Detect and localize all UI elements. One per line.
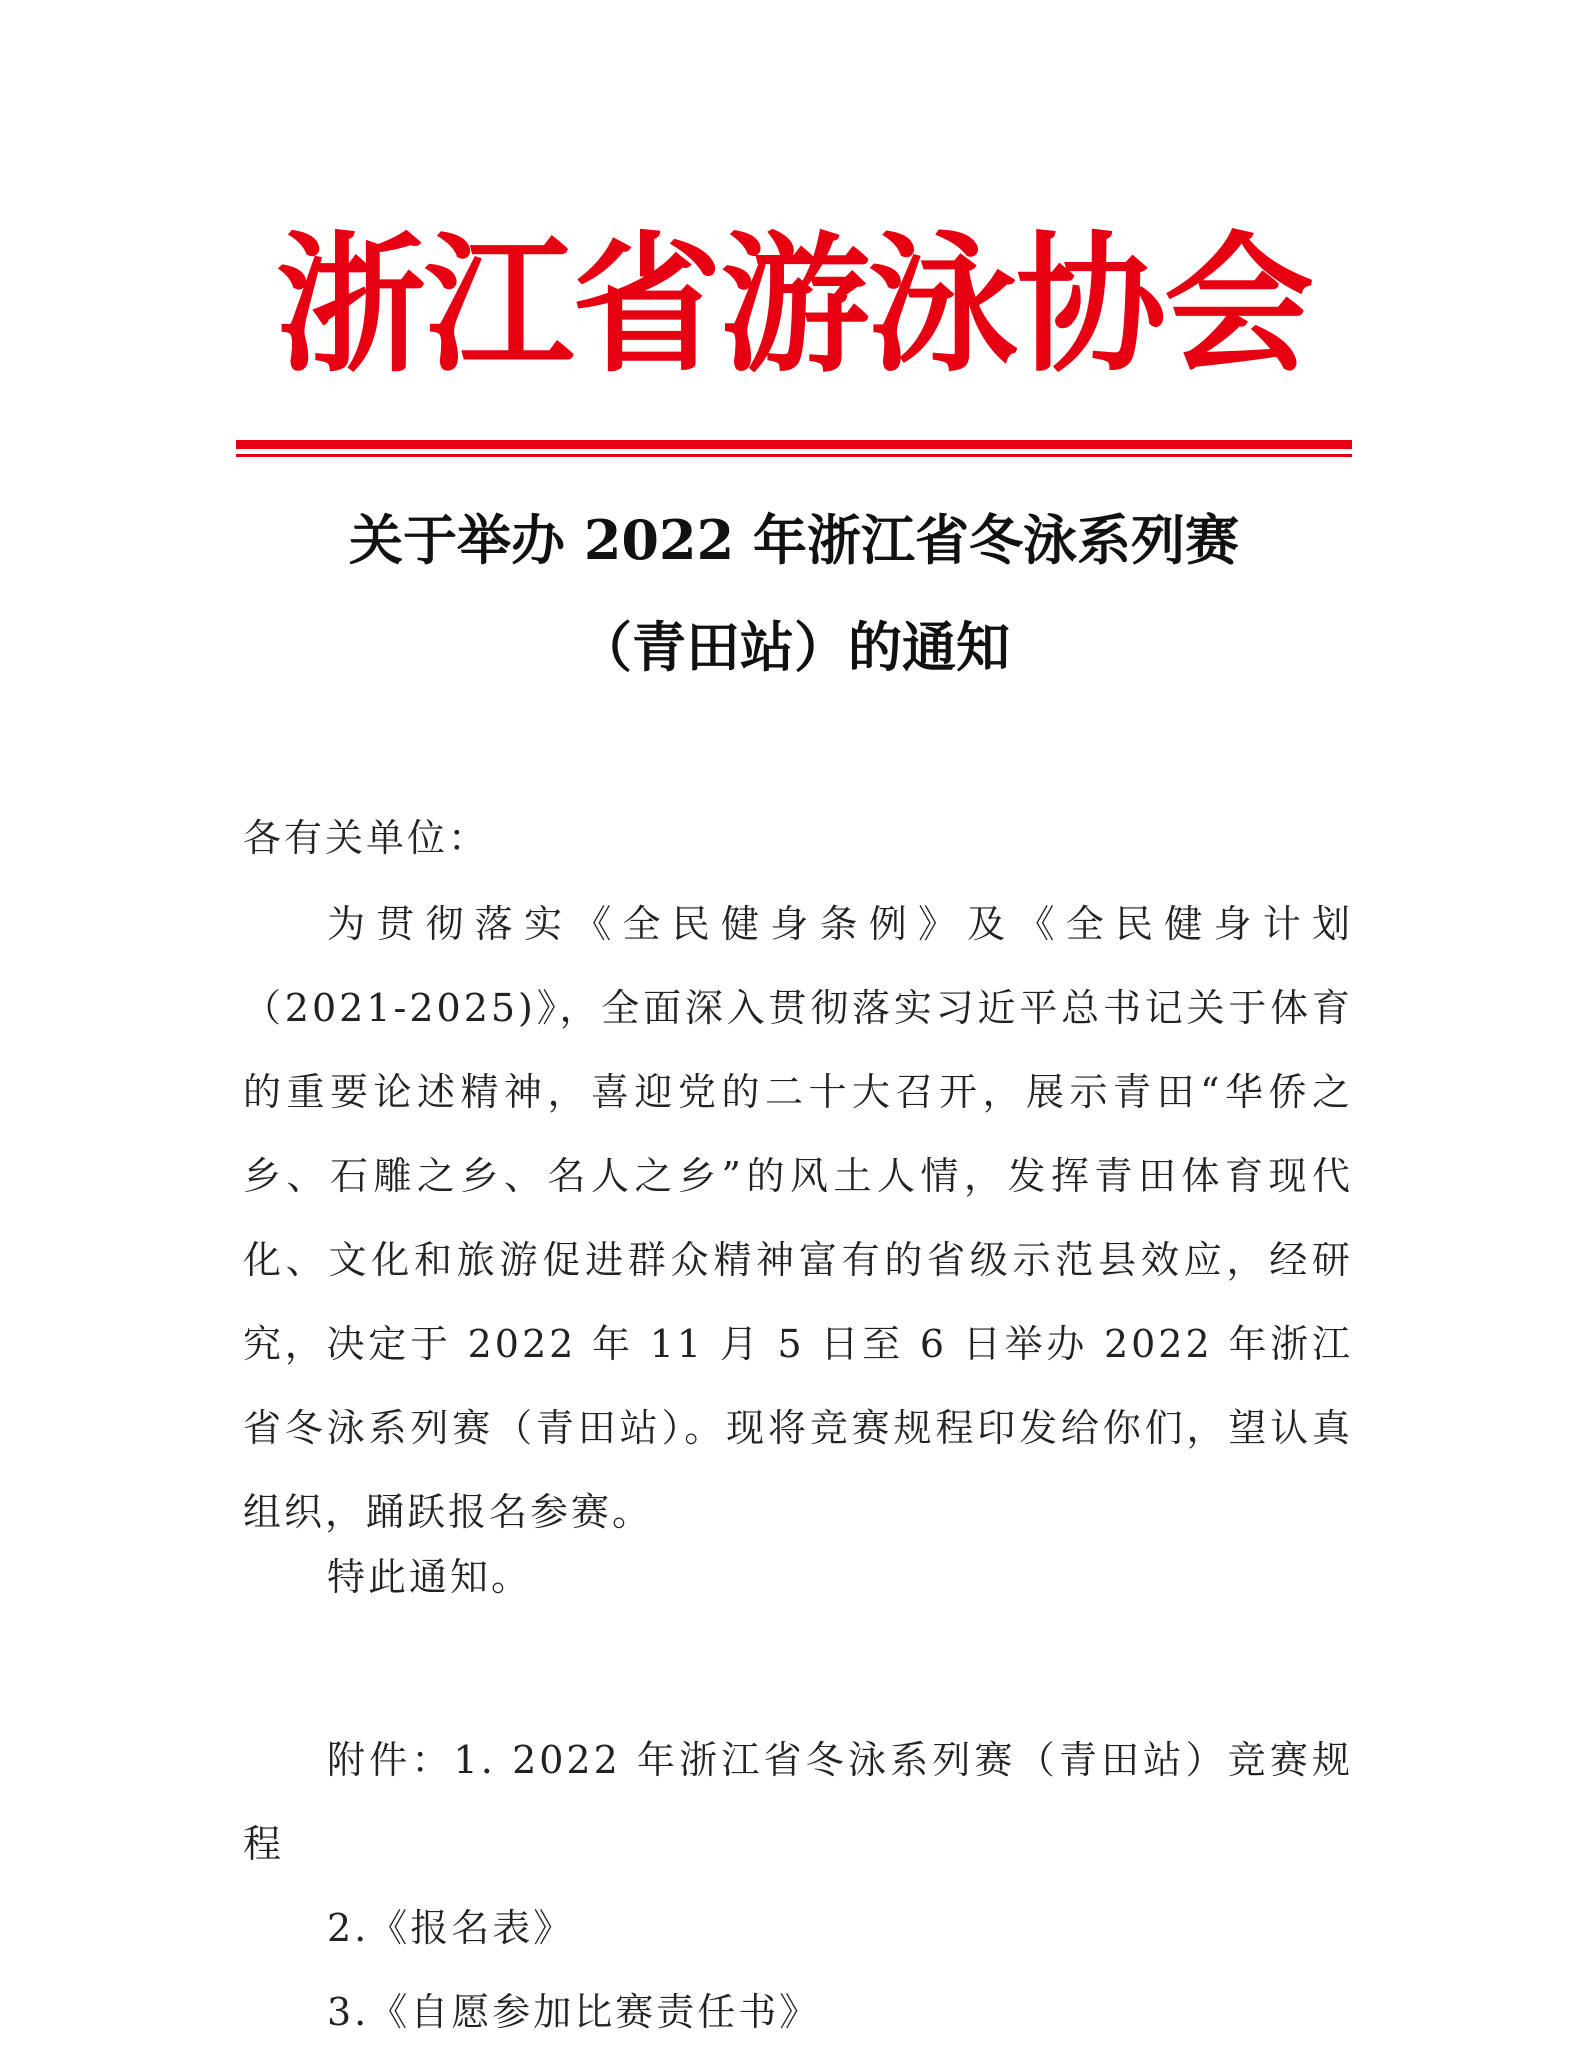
attachment-item: 附件：1. 2022 年浙江省冬泳系列赛（青田站）竞赛规程 <box>243 1738 1353 1866</box>
main-paragraph: 为贯彻落实《全民健身条例》及《全民健身计划（2021-2025)》，全面深入贯彻落实习近平总书记关于体育的重要论述精神，喜迎党的二十大召开，展示青田“华侨之乡、石雕之乡、名人之乡”的风土人情，发挥青田体育现代化、文化和旅游促进群众精神富有的省级示范县效应，经研究，决定于 2022 年 11 月 5 日至 6 日举办 2022 年浙江省冬泳系列赛（青田站）。现将竞赛规程印发给你们，望认真组织，踊跃报名参赛。 <box>243 902 1353 1534</box>
salutation: 各有关单位： <box>243 816 490 860</box>
notice-title-line-1: 关于举办 2022 年浙江省冬泳系列赛 <box>349 508 1239 572</box>
attachment-item: 3.《自愿参加比赛责任书》 <box>327 1990 821 2034</box>
attachment-item: 2.《报名表》 <box>327 1906 575 1950</box>
closing-line: 特此通知。 <box>327 1555 533 1599</box>
notice-title-line-2: （青田站）的通知 <box>578 615 1010 679</box>
organization-letterhead: 浙江省游泳协会 <box>275 217 1312 393</box>
header-divider-thin <box>236 454 1352 457</box>
header-divider-thick <box>236 440 1352 449</box>
attachments-list <box>243 1718 1353 2054</box>
